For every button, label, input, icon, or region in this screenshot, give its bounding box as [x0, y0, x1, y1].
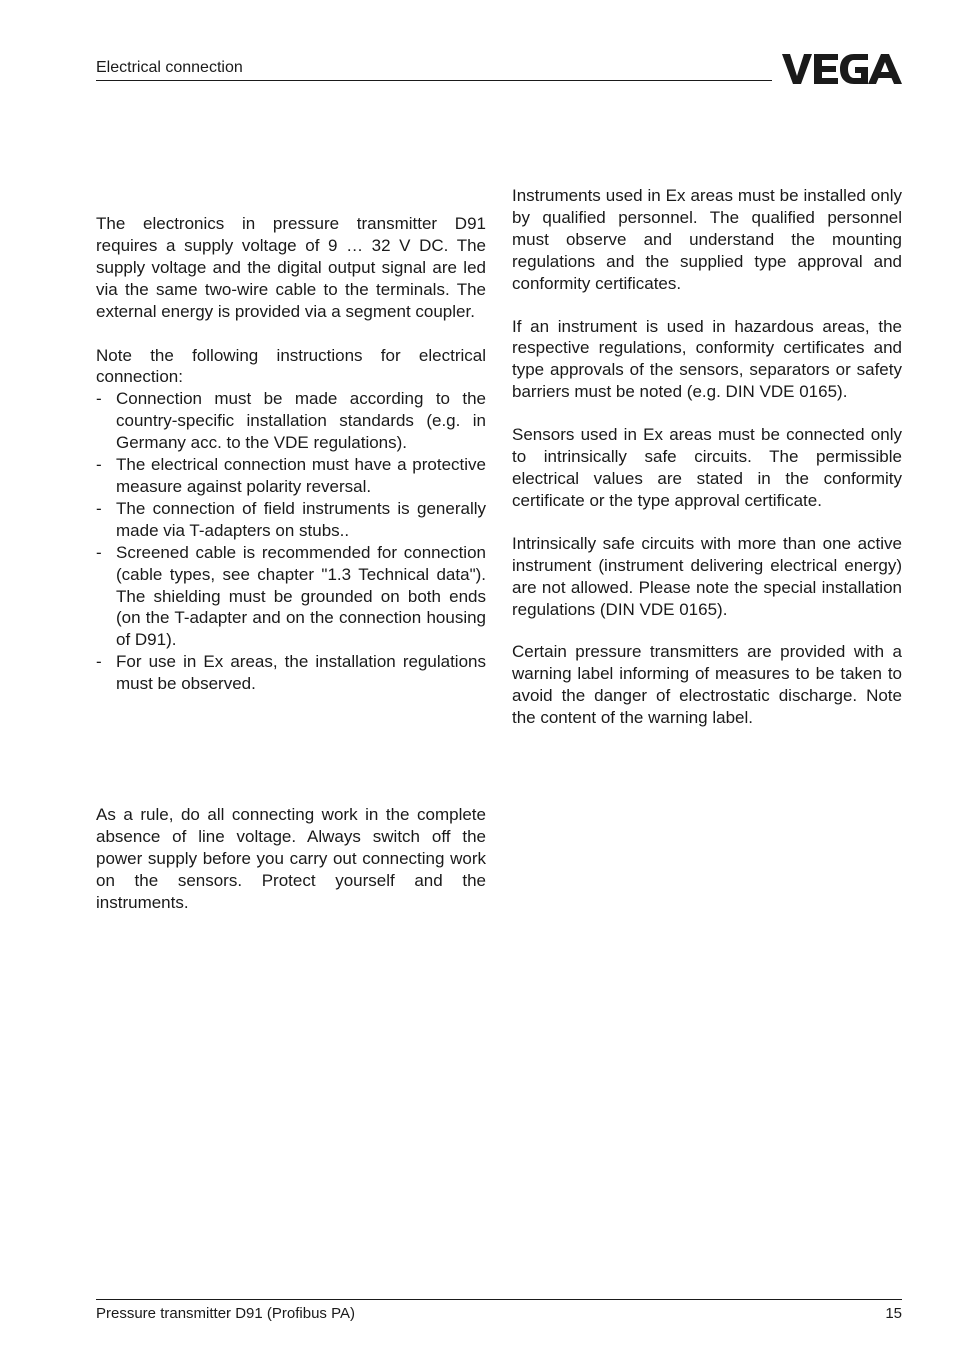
supply-voltage-paragraph: The electronics in pressure transmitter D91 requires a supply voltage of 9 … 32 V DC. The supply voltage and the digital output signal are led via the same two-wire cable to the terminals. The external energy is provided via a segment coupler.	[96, 214, 486, 321]
intrinsically-safe-paragraph: Sensors used in Ex areas must be connected only to intrinsically safe circuits. The permissible electrical values are stated in the conformity certificate or the type approval certificate.	[512, 425, 902, 510]
footer-document-title: Pressure transmitter D91 (Profibus PA)	[96, 1305, 355, 1322]
left-column-lower	[96, 804, 486, 914]
list-item: - For use in Ex areas, the installation regulations must be observed.	[96, 651, 486, 695]
ex-areas-personnel-paragraph: Instruments used in Ex areas must be installed only by qualified personnel. The qualified personnel must observe and understand the mounting regulations and the supplied type approval and conformity certificates.	[512, 186, 902, 293]
instructions-intro: Note the following instructions for electrical connection:	[96, 345, 486, 387]
header-section-title: Electrical connection	[96, 59, 243, 76]
safety-paragraph: As a rule, do all connecting work in the complete absence of line voltage. Always switch off the power supply before you carry out connecting work on the sensors. Protect yourself and the instruments.	[96, 805, 486, 912]
instructions-list	[96, 388, 486, 695]
page-number: 15	[885, 1305, 902, 1322]
list-item: - Screened cable is recommended for connection (cable types, see chapter "1.3 Technical data"). The shielding must be grounded on both ends (on the T-adapter and on the connection housing of D91).	[96, 542, 486, 652]
footer-rule	[96, 1299, 902, 1300]
right-column	[512, 185, 902, 729]
hazardous-areas-paragraph: If an instrument is used in hazardous areas, the respective regulations, conformity certificates and type approvals of the sensors, separators or safety barriers must be noted (e.g. DIN VDE 0165).	[512, 316, 902, 402]
warning-label-paragraph: Certain pressure transmitters are provided with a warning label informing of measures to be taken to avoid the danger of electrostatic discharge. Note the content of the warning label.	[512, 642, 902, 728]
list-item: - The connection of field instruments is generally made via T-adapters on stubs..	[96, 498, 486, 542]
vega-logo	[782, 52, 902, 86]
active-instruments-paragraph: Intrinsically safe circuits with more than one active instrument (instrument delivering electrical energy) are not allowed. Please note the special installation regulations (DIN VDE 0165).	[512, 533, 902, 619]
list-item: - Connection must be made according to the country-specific installation standards (e.g. in Germany acc. to the VDE regulations).	[96, 388, 486, 454]
list-item: - The electrical connection must have a protective measure against polarity reversal.	[96, 454, 486, 498]
left-column	[96, 213, 486, 695]
header-rule	[96, 80, 772, 81]
